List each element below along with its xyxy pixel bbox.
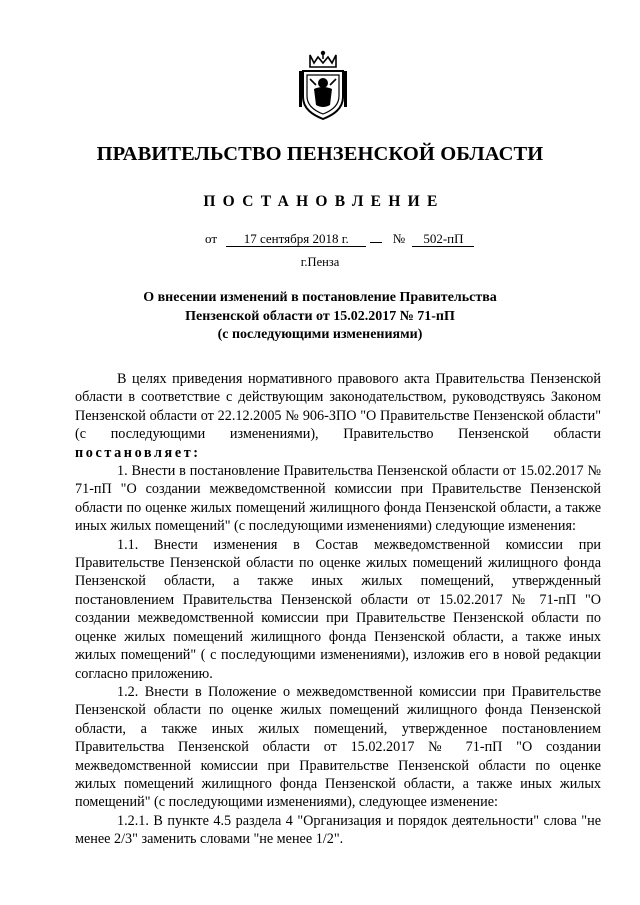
preamble-text: В целях приведения нормативного правового акта Правительства Пензенской области в соответствие с действующим законодательством, руководствуясь Законом Пензенской области от 22.12.2005 № 906-ЗПО "О Правительстве Пензенской области" (с последующими изменениями), Правительство Пензенской области: [75, 371, 601, 443]
paragraph-1: 1. Внести в постановление Правительства Пензенской области от 15.02.2017 № 71-пП "О создании межведомственной комиссии при Правительстве Пензенской области по оценке жилых помещений жилищного фонда Пензенской области, а также иных жилых помещений" (с последующими изменениями) следующие изменения:: [75, 463, 601, 535]
paragraph-1-2-1: 1.2.1. В пункте 4.5 раздела 4 "Организация и порядок деятельности" слова "не менее 2/3" заменить словами "не менее 1/2".: [75, 812, 601, 848]
government-title: ПРАВИТЕЛЬСТВО ПЕНЗЕНСКОЙ ОБЛАСТИ: [96, 143, 544, 165]
paragraph-1-1: 1.1. Внести изменения в Состав межведомственной комиссии при Правительстве Пензенской области по оценке жилых помещений жилищного фонда Пензенской области, а также иных жилых помещений, утвержденный постановлением Правительства Пензенской области от 15.02.2017 № 71-пП "О создании межведомственной комиссии при Правительстве Пензенской области по оценке жилых помещений жилищного фонда Пензенской области, а также иных жилых помещений" ( с последующими изменениями), изложив его в новой редакции согласно приложению.: [75, 536, 601, 682]
document-body: [75, 370, 601, 849]
subject-line: Пензенской области от 15.02.2017 № 71-пП: [185, 308, 455, 324]
document-type-title: ПОСТАНОВЛЕНИЕ: [203, 193, 445, 210]
document-number: 502-пП: [412, 232, 474, 247]
resolves-word: постановляет:: [75, 444, 201, 461]
city: г.Пенза: [300, 255, 340, 269]
subject-line: О внесении изменений в постановление Правительства: [143, 290, 497, 305]
subject-line: (с последующими изменениями): [217, 327, 423, 342]
date-number-line: [205, 231, 474, 247]
date-prefix: от: [205, 231, 218, 246]
number-sign: №: [392, 231, 406, 246]
paragraph-1-2: 1.2. Внести в Положение о межведомственной комиссии при Правительстве Пензенской области по оценке жилых помещений жилищного фонда Пензенской области, а также иных жилых помещений, утвержденное постановлением Правительства Пензенской области от 15.02.2017 № 71-пП "О создании межведомственной комиссии при Правительстве Пензенской области по оценке жилых помещений жилищного фонда Пензенской области, а также иных жилых помещений" (с последующими изменениями), следующее изменение:: [75, 683, 601, 811]
coat-of-arms-icon: [296, 49, 350, 121]
preamble-paragraph: [75, 370, 601, 462]
document-date: 17 сентября 2018 г.: [226, 232, 366, 247]
document-subject: [100, 289, 540, 345]
